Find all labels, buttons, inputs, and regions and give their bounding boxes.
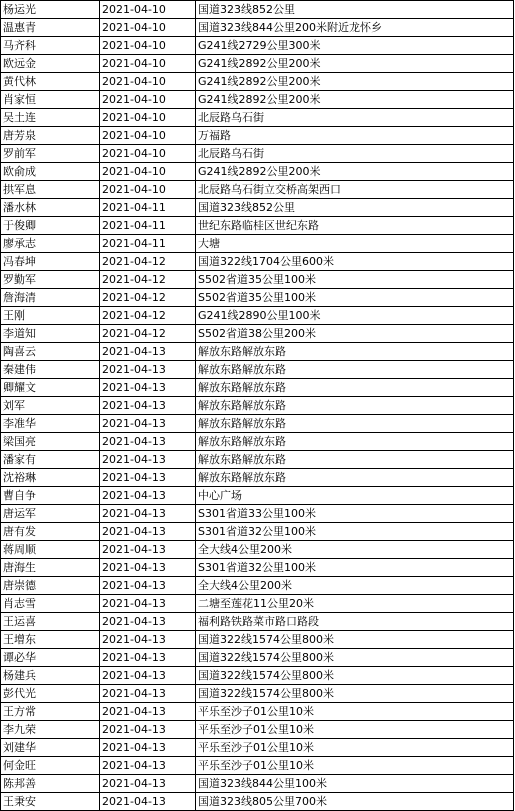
name-cell[interactable]: 卿耀文: [1, 379, 100, 397]
table-row: [1, 145, 514, 163]
name-cell[interactable]: 欧远金: [1, 55, 100, 73]
date-cell[interactable]: 2021-04-13: [100, 379, 196, 397]
date-cell[interactable]: 2021-04-13: [100, 649, 196, 667]
date-cell[interactable]: 2021-04-13: [100, 613, 196, 631]
date-cell[interactable]: 2021-04-13: [100, 397, 196, 415]
name-cell[interactable]: 何金旺: [1, 757, 100, 775]
table-row: [1, 37, 514, 55]
table-row: [1, 487, 514, 505]
date-cell[interactable]: 2021-04-13: [100, 433, 196, 451]
location-cell[interactable]: S301省道32公里100米: [196, 559, 514, 577]
name-cell[interactable]: 唐芳泉: [1, 127, 100, 145]
table-row: [1, 721, 514, 739]
date-cell[interactable]: 2021-04-13: [100, 793, 196, 811]
location-cell[interactable]: 国道323线852公里: [196, 1, 514, 19]
location-cell[interactable]: 世纪东路临桂区世纪东路: [196, 217, 514, 235]
name-cell[interactable]: 肖家恒: [1, 91, 100, 109]
date-cell[interactable]: 2021-04-12: [100, 289, 196, 307]
table-row: [1, 379, 514, 397]
date-cell[interactable]: 2021-04-13: [100, 685, 196, 703]
date-cell[interactable]: 2021-04-13: [100, 721, 196, 739]
date-cell[interactable]: 2021-04-13: [100, 487, 196, 505]
date-cell[interactable]: 2021-04-10: [100, 55, 196, 73]
date-cell[interactable]: 2021-04-13: [100, 505, 196, 523]
table-row: [1, 613, 514, 631]
location-cell[interactable]: 全大线4公里200米: [196, 577, 514, 595]
name-cell[interactable]: 陈邦善: [1, 775, 100, 793]
location-cell[interactable]: 福利路铁路菜市路口路段: [196, 613, 514, 631]
location-cell[interactable]: 平乐至沙子01公里10米: [196, 739, 514, 757]
date-cell[interactable]: 2021-04-13: [100, 703, 196, 721]
location-cell[interactable]: S502省道38公里200米: [196, 325, 514, 343]
location-cell[interactable]: 解放东路解放东路: [196, 451, 514, 469]
name-cell[interactable]: 曹自争: [1, 487, 100, 505]
location-cell[interactable]: G241线2890公里100米: [196, 307, 514, 325]
date-cell[interactable]: 2021-04-13: [100, 541, 196, 559]
date-cell[interactable]: 2021-04-13: [100, 577, 196, 595]
name-cell[interactable]: 彭代光: [1, 685, 100, 703]
name-cell[interactable]: 马齐科: [1, 37, 100, 55]
location-cell[interactable]: G241线2892公里200米: [196, 73, 514, 91]
date-cell[interactable]: 2021-04-13: [100, 469, 196, 487]
name-cell[interactable]: 王增东: [1, 631, 100, 649]
location-cell[interactable]: 解放东路解放东路: [196, 415, 514, 433]
name-cell[interactable]: 詹海清: [1, 289, 100, 307]
location-cell[interactable]: G241线2892公里200米: [196, 91, 514, 109]
location-cell[interactable]: G241线2892公里200米: [196, 163, 514, 181]
table-row: [1, 775, 514, 793]
name-cell[interactable]: 唐有发: [1, 523, 100, 541]
table-row: [1, 541, 514, 559]
name-cell[interactable]: 王秉安: [1, 793, 100, 811]
table-row: [1, 127, 514, 145]
date-cell[interactable]: 2021-04-13: [100, 739, 196, 757]
name-cell[interactable]: 唐崇德: [1, 577, 100, 595]
location-cell[interactable]: S502省道35公里100米: [196, 289, 514, 307]
date-cell[interactable]: 2021-04-10: [100, 91, 196, 109]
name-cell[interactable]: 沈裕琳: [1, 469, 100, 487]
name-cell[interactable]: 唐海生: [1, 559, 100, 577]
location-cell[interactable]: 二塘至莲花11公里20米: [196, 595, 514, 613]
table-row: [1, 523, 514, 541]
location-cell[interactable]: 大塘: [196, 235, 514, 253]
table-row: [1, 595, 514, 613]
date-cell[interactable]: 2021-04-13: [100, 415, 196, 433]
date-cell[interactable]: 2021-04-11: [100, 235, 196, 253]
name-cell[interactable]: 欧俞成: [1, 163, 100, 181]
name-cell[interactable]: 潘水林: [1, 199, 100, 217]
table-row: [1, 361, 514, 379]
table-row: [1, 1, 514, 19]
location-cell[interactable]: 国道323线844公里200米附近龙怀乡: [196, 19, 514, 37]
location-cell[interactable]: 国道322线1574公里800米: [196, 685, 514, 703]
date-cell[interactable]: 2021-04-10: [100, 181, 196, 199]
table-row: [1, 181, 514, 199]
table-row: [1, 253, 514, 271]
location-cell[interactable]: 国道323线852公里: [196, 199, 514, 217]
location-cell[interactable]: 平乐至沙子01公里10米: [196, 721, 514, 739]
table-row: [1, 667, 514, 685]
table-row: [1, 163, 514, 181]
date-cell[interactable]: 2021-04-13: [100, 451, 196, 469]
date-cell[interactable]: 2021-04-10: [100, 163, 196, 181]
table-row: [1, 325, 514, 343]
location-cell[interactable]: S301省道33公里100米: [196, 505, 514, 523]
name-cell[interactable]: 黄代林: [1, 73, 100, 91]
table-row: [1, 559, 514, 577]
table-row: [1, 289, 514, 307]
name-cell[interactable]: 于俊卿: [1, 217, 100, 235]
location-cell[interactable]: 国道322线1574公里800米: [196, 631, 514, 649]
location-cell[interactable]: 解放东路解放东路: [196, 379, 514, 397]
name-cell[interactable]: 王运喜: [1, 613, 100, 631]
table-row: [1, 757, 514, 775]
location-cell[interactable]: G241线2892公里200米: [196, 55, 514, 73]
date-cell[interactable]: 2021-04-13: [100, 757, 196, 775]
location-cell[interactable]: 解放东路解放东路: [196, 343, 514, 361]
table-row: [1, 577, 514, 595]
table-row: [1, 55, 514, 73]
location-cell[interactable]: 国道323线805公里700米: [196, 793, 514, 811]
name-cell[interactable]: 秦建伟: [1, 361, 100, 379]
date-cell[interactable]: 2021-04-13: [100, 343, 196, 361]
date-cell[interactable]: 2021-04-12: [100, 325, 196, 343]
table-row: [1, 505, 514, 523]
table-row: [1, 307, 514, 325]
table-row: [1, 415, 514, 433]
location-cell[interactable]: 平乐至沙子01公里10米: [196, 757, 514, 775]
name-cell[interactable]: 温惠青: [1, 19, 100, 37]
date-cell[interactable]: 2021-04-11: [100, 199, 196, 217]
table-row: [1, 235, 514, 253]
date-cell[interactable]: 2021-04-10: [100, 1, 196, 19]
table-row: [1, 793, 514, 811]
location-cell[interactable]: 解放东路解放东路: [196, 433, 514, 451]
location-cell[interactable]: 北辰路乌石街: [196, 109, 514, 127]
records-table-body: [1, 1, 514, 811]
location-cell[interactable]: 北辰路乌石街立交桥高架西口: [196, 181, 514, 199]
name-cell[interactable]: 罗前军: [1, 145, 100, 163]
location-cell[interactable]: S301省道32公里100米: [196, 523, 514, 541]
location-cell[interactable]: 解放东路解放东路: [196, 469, 514, 487]
date-cell[interactable]: 2021-04-12: [100, 271, 196, 289]
date-cell[interactable]: 2021-04-13: [100, 361, 196, 379]
date-cell[interactable]: 2021-04-10: [100, 19, 196, 37]
date-cell[interactable]: 2021-04-13: [100, 559, 196, 577]
location-cell[interactable]: 解放东路解放东路: [196, 361, 514, 379]
name-cell[interactable]: 罗勤军: [1, 271, 100, 289]
location-cell[interactable]: 国道322线1704公里600米: [196, 253, 514, 271]
table-row: [1, 271, 514, 289]
location-cell[interactable]: 解放东路解放东路: [196, 397, 514, 415]
name-cell[interactable]: 吴土连: [1, 109, 100, 127]
table-row: [1, 685, 514, 703]
table-row: [1, 343, 514, 361]
date-cell[interactable]: 2021-04-10: [100, 127, 196, 145]
location-cell[interactable]: G241线2729公里300米: [196, 37, 514, 55]
location-cell[interactable]: 万福路: [196, 127, 514, 145]
date-cell[interactable]: 2021-04-10: [100, 145, 196, 163]
name-cell[interactable]: 陶喜云: [1, 343, 100, 361]
location-cell[interactable]: 平乐至沙子01公里10米: [196, 703, 514, 721]
date-cell[interactable]: 2021-04-10: [100, 37, 196, 55]
date-cell[interactable]: 2021-04-12: [100, 253, 196, 271]
table-row: [1, 217, 514, 235]
table-row: [1, 739, 514, 757]
name-cell[interactable]: 王方常: [1, 703, 100, 721]
name-cell[interactable]: 蒋周顺: [1, 541, 100, 559]
name-cell[interactable]: 王刚: [1, 307, 100, 325]
location-cell[interactable]: 国道323线844公里100米: [196, 775, 514, 793]
name-cell[interactable]: 刘建华: [1, 739, 100, 757]
date-cell[interactable]: 2021-04-13: [100, 595, 196, 613]
name-cell[interactable]: 拱军息: [1, 181, 100, 199]
table-row: [1, 397, 514, 415]
date-cell[interactable]: 2021-04-13: [100, 667, 196, 685]
name-cell[interactable]: 李准华: [1, 415, 100, 433]
name-cell[interactable]: 梁国亮: [1, 433, 100, 451]
table-row: [1, 703, 514, 721]
location-cell[interactable]: S502省道35公里100米: [196, 271, 514, 289]
table-row: [1, 433, 514, 451]
date-cell[interactable]: 2021-04-13: [100, 523, 196, 541]
name-cell[interactable]: 刘军: [1, 397, 100, 415]
table-row: [1, 19, 514, 37]
location-cell[interactable]: 中心广场: [196, 487, 514, 505]
table-row: [1, 91, 514, 109]
date-cell[interactable]: 2021-04-10: [100, 109, 196, 127]
date-cell[interactable]: 2021-04-10: [100, 73, 196, 91]
date-cell[interactable]: 2021-04-12: [100, 307, 196, 325]
date-cell[interactable]: 2021-04-13: [100, 631, 196, 649]
table-row: [1, 631, 514, 649]
name-cell[interactable]: 李道知: [1, 325, 100, 343]
name-cell[interactable]: 廖承志: [1, 235, 100, 253]
name-cell[interactable]: 唐运军: [1, 505, 100, 523]
name-cell[interactable]: 肖志雪: [1, 595, 100, 613]
location-cell[interactable]: 北辰路乌石街: [196, 145, 514, 163]
date-cell[interactable]: 2021-04-13: [100, 775, 196, 793]
name-cell[interactable]: 李九荣: [1, 721, 100, 739]
name-cell[interactable]: 谭必华: [1, 649, 100, 667]
table-row: [1, 109, 514, 127]
name-cell[interactable]: 杨运光: [1, 1, 100, 19]
table-row: [1, 199, 514, 217]
table-row: [1, 73, 514, 91]
name-cell[interactable]: 杨建兵: [1, 667, 100, 685]
table-row: [1, 649, 514, 667]
date-cell[interactable]: 2021-04-11: [100, 217, 196, 235]
location-cell[interactable]: 国道322线1574公里800米: [196, 667, 514, 685]
name-cell[interactable]: 潘家有: [1, 451, 100, 469]
table-row: [1, 469, 514, 487]
table-row: [1, 451, 514, 469]
location-cell[interactable]: 国道322线1574公里800米: [196, 649, 514, 667]
location-cell[interactable]: 全大线4公里200米: [196, 541, 514, 559]
name-cell[interactable]: 冯春坤: [1, 253, 100, 271]
